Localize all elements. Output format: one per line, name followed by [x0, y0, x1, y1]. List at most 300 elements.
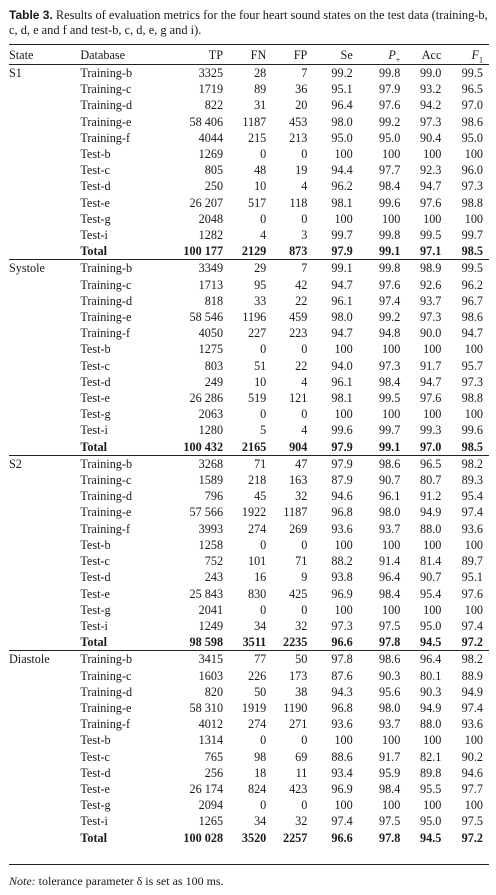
state-cell [9, 211, 80, 227]
f1-cell: 96.7 [461, 293, 483, 308]
fn-cell: 227 [247, 326, 267, 341]
table-row [9, 700, 489, 716]
results-table [9, 46, 489, 846]
fn-cell: 28 [254, 66, 267, 80]
tp-cell: 1265 [198, 814, 224, 829]
tp-cell: 26 174 [189, 781, 224, 796]
tp-cell: 803 [204, 358, 224, 373]
top-rule [9, 44, 489, 45]
table-row [9, 178, 489, 194]
tp-cell: 1589 [198, 473, 224, 488]
f1-cell: 98.2 [441, 651, 489, 668]
database-cell: Test-d [80, 374, 111, 389]
fn-cell: 830 [247, 586, 267, 601]
table-row [9, 684, 489, 700]
database-cell: Training-e [80, 700, 132, 715]
database-cell: Test-e [80, 781, 110, 796]
fp-cell: 0 [301, 211, 308, 226]
acc-cell: 94.9 [420, 505, 442, 520]
se-cell: 99.2 [331, 66, 353, 80]
database-cell: Test-g [80, 407, 111, 422]
fn-cell: 71 [223, 455, 266, 472]
header-acc: Acc [400, 46, 441, 65]
pplus-cell: 98.4 [378, 586, 401, 601]
se-cell: 94.0 [331, 358, 353, 373]
tp-cell: 57 566 [189, 505, 224, 520]
state-cell [9, 341, 80, 357]
acc-cell: 80.7 [420, 473, 442, 488]
f1-cell: 100 [464, 147, 483, 162]
state-cell [9, 309, 80, 325]
se-cell: 96.6 [331, 635, 353, 650]
pplus-cell: 98.0 [378, 700, 401, 715]
table-row [9, 325, 489, 341]
f1-cell: 99.5 [461, 66, 483, 80]
table-row [9, 781, 489, 797]
pplus-cell: 96.4 [378, 570, 401, 585]
database-cell: Training-c [80, 473, 132, 488]
se-cell: 97.8 [307, 651, 352, 668]
table-row [9, 618, 489, 634]
fn-cell: 31 [254, 98, 267, 113]
note-label: Note: [9, 874, 36, 888]
header-tp: TP [167, 46, 223, 65]
se-cell: 100 [334, 798, 353, 813]
f1-cell: 96.2 [461, 277, 483, 292]
database-cell: Test-d [80, 179, 111, 194]
state-cell [9, 162, 80, 178]
fp-cell: 2235 [282, 635, 308, 650]
state-cell [9, 569, 80, 585]
se-cell: 100 [334, 602, 353, 617]
se-cell: 97.9 [331, 244, 353, 259]
fn-cell: 1187 [242, 114, 267, 129]
table-row [9, 765, 489, 781]
table-row [9, 97, 489, 113]
se-cell: 88.6 [331, 749, 353, 764]
fn-cell: 98 [254, 749, 267, 764]
pplus-cell: 97.7 [378, 163, 401, 178]
table-row [9, 293, 489, 309]
database-cell: Training-b [80, 651, 166, 668]
f1-cell: 93.6 [461, 717, 483, 732]
database-cell: Training-d [80, 489, 133, 504]
acc-cell: 94.9 [420, 700, 442, 715]
database-cell: Test-b [80, 537, 111, 552]
database-cell: Test-c [80, 749, 110, 764]
acc-cell: 92.6 [420, 277, 442, 292]
table-row [9, 602, 489, 618]
f1-cell: 97.3 [461, 374, 483, 389]
se-cell: 100 [334, 537, 353, 552]
pplus-cell: 100 [382, 147, 401, 162]
fn-cell: 33 [254, 293, 267, 308]
fn-cell: 1196 [242, 310, 267, 325]
fp-cell: 873 [289, 244, 308, 259]
state-cell: Diastole [9, 651, 80, 668]
se-cell: 98.0 [331, 114, 353, 129]
f1-cell: 88.9 [461, 668, 483, 683]
acc-cell: 82.1 [420, 749, 442, 764]
se-cell: 97.3 [331, 618, 353, 633]
fp-cell: 271 [289, 717, 308, 732]
fp-cell: 7 [301, 66, 308, 80]
fn-cell: 2129 [241, 244, 267, 259]
pplus-cell: 96.1 [378, 489, 401, 504]
database-cell: Training-f [80, 326, 130, 341]
tp-cell: 4044 [198, 130, 224, 145]
table-row [9, 406, 489, 422]
table-row [9, 260, 489, 277]
database-cell: Total [80, 830, 107, 845]
table-row [9, 162, 489, 178]
fn-cell: 48 [254, 163, 267, 178]
fn-cell: 29 [223, 260, 266, 277]
state-cell [9, 586, 80, 602]
pplus-cell: 98.4 [378, 374, 401, 389]
database-cell: Test-i [80, 228, 108, 243]
total-row [9, 439, 489, 456]
f1-cell: 97.2 [461, 830, 483, 845]
tp-cell: 2094 [198, 798, 224, 813]
acc-cell: 97.6 [420, 195, 442, 210]
f1-cell: 97.4 [461, 700, 483, 715]
header-pplus: $P_+$ [353, 46, 401, 65]
fp-cell: 32 [295, 618, 308, 633]
database-cell: Test-i [80, 618, 108, 633]
table-row [9, 553, 489, 569]
acc-cell: 80.1 [420, 668, 442, 683]
state-cell [9, 716, 80, 732]
state-cell [9, 195, 80, 211]
fn-cell: 34 [254, 618, 267, 633]
fn-cell: 16 [254, 570, 267, 585]
table-row [9, 668, 489, 684]
database-cell: Test-d [80, 765, 111, 780]
state-cell [9, 504, 80, 520]
table-row [9, 277, 489, 293]
tp-cell: 805 [204, 163, 224, 178]
pplus-cell: 99.1 [378, 439, 401, 454]
fn-cell: 274 [247, 717, 267, 732]
acc-cell: 100 [423, 537, 442, 552]
pplus-cell: 97.5 [378, 618, 401, 633]
pplus-cell: 100 [382, 537, 401, 552]
database-cell: Training-f [80, 521, 130, 536]
table-row [9, 732, 489, 748]
fp-cell: 32 [295, 489, 308, 504]
f1-cell: 100 [464, 733, 483, 748]
acc-cell: 93.7 [420, 293, 442, 308]
fn-cell: 0 [260, 147, 267, 162]
se-cell: 100 [334, 342, 353, 357]
fn-cell: 0 [260, 342, 267, 357]
tp-cell: 3415 [167, 651, 223, 668]
acc-cell: 97.1 [420, 244, 442, 259]
fp-cell: 19 [295, 163, 308, 178]
database-cell: Test-d [80, 570, 111, 585]
table-row [9, 114, 489, 130]
pplus-cell: 100 [382, 602, 401, 617]
header-f1: $F_1$ [441, 46, 489, 65]
state-cell [9, 277, 80, 293]
bottom-rule [9, 864, 489, 865]
se-cell: 95.0 [331, 130, 353, 145]
pplus-cell: 98.4 [378, 179, 401, 194]
table-body [9, 65, 489, 846]
pplus-cell: 97.4 [378, 293, 401, 308]
total-row [9, 634, 489, 651]
state-cell [9, 830, 80, 846]
fn-cell: 517 [247, 195, 267, 210]
se-cell: 94.3 [331, 684, 353, 699]
fn-cell: 101 [247, 554, 267, 569]
acc-cell: 99.5 [420, 228, 442, 243]
state-cell [9, 668, 80, 684]
table-row [9, 81, 489, 97]
header-state: State [9, 46, 80, 65]
fn-cell: 519 [247, 391, 267, 406]
tp-cell: 818 [204, 293, 224, 308]
tp-cell: 256 [204, 765, 224, 780]
se-cell: 95.1 [331, 82, 353, 97]
database-cell: Training-e [80, 114, 132, 129]
pplus-cell: 99.8 [378, 66, 401, 80]
se-cell: 96.2 [331, 179, 353, 194]
fp-cell: 0 [301, 733, 308, 748]
tp-cell: 3268 [167, 455, 223, 472]
fn-cell: 215 [247, 130, 267, 145]
fn-cell: 77 [223, 651, 266, 668]
fp-cell: 0 [301, 602, 308, 617]
acc-cell: 100 [423, 407, 442, 422]
tp-cell: 3349 [167, 260, 223, 277]
pplus-cell: 98.6 [353, 455, 401, 472]
total-row [9, 243, 489, 260]
database-cell: Training-c [80, 82, 132, 97]
f1-cell: 97.6 [461, 586, 483, 601]
fp-cell: 1187 [283, 505, 308, 520]
acc-cell: 90.0 [420, 326, 442, 341]
database-cell: Training-b [80, 260, 166, 277]
fp-cell: 22 [295, 293, 308, 308]
database-cell: Test-b [80, 342, 111, 357]
fp-cell: 223 [289, 326, 308, 341]
fn-cell: 3520 [241, 830, 267, 845]
table-row [9, 374, 489, 390]
table-row [9, 146, 489, 162]
database-cell: Test-e [80, 586, 110, 601]
pplus-cell: 99.8 [378, 228, 401, 243]
acc-cell: 100 [423, 733, 442, 748]
se-cell: 96.8 [331, 505, 353, 520]
database-cell: Test-b [80, 733, 111, 748]
pplus-cell: 97.3 [378, 358, 401, 373]
fp-cell: 459 [289, 310, 308, 325]
table-row [9, 358, 489, 374]
pplus-cell: 90.3 [378, 668, 401, 683]
state-cell [9, 521, 80, 537]
fn-cell: 4 [260, 228, 267, 243]
note-text: tolerance parameter δ is set as 100 ms. [35, 874, 224, 888]
acc-cell: 90.4 [420, 130, 442, 145]
pplus-cell: 97.8 [378, 635, 401, 650]
fp-cell: 2257 [282, 830, 308, 845]
f1-cell: 90.2 [461, 749, 483, 764]
database-cell: Test-g [80, 798, 111, 813]
f1-cell: 98.2 [441, 455, 489, 472]
acc-cell: 96.5 [400, 455, 441, 472]
pplus-cell: 98.4 [378, 781, 401, 796]
fp-cell: 173 [289, 668, 308, 683]
database-cell: Test-e [80, 195, 110, 210]
f1-cell: 98.5 [461, 439, 483, 454]
acc-cell: 81.4 [420, 554, 442, 569]
table-row [9, 586, 489, 602]
se-cell: 100 [334, 147, 353, 162]
f1-cell: 89.7 [461, 554, 483, 569]
database-cell: Training-d [80, 684, 133, 699]
fn-cell: 18 [254, 765, 267, 780]
fn-cell: 10 [254, 179, 267, 194]
table-label: Table 3. [9, 8, 53, 22]
table-row [9, 569, 489, 585]
fp-cell: 71 [295, 554, 308, 569]
database-cell: Total [80, 439, 107, 454]
fp-cell: 4 [301, 374, 308, 389]
fp-cell: 0 [301, 407, 308, 422]
state-cell [9, 243, 80, 260]
fp-cell: 22 [295, 358, 308, 373]
tp-cell: 1258 [198, 537, 224, 552]
pplus-cell: 98.0 [378, 505, 401, 520]
f1-cell: 100 [464, 342, 483, 357]
table-row [9, 472, 489, 488]
se-cell: 97.9 [307, 455, 352, 472]
state-cell: Systole [9, 260, 80, 277]
f1-cell: 98.6 [461, 114, 483, 129]
tp-cell: 3325 [198, 66, 224, 80]
state-cell [9, 293, 80, 309]
state-cell [9, 81, 80, 97]
acc-cell: 95.4 [420, 586, 442, 601]
se-cell: 98.1 [331, 195, 353, 210]
f1-cell: 95.0 [461, 130, 483, 145]
se-cell: 99.1 [307, 260, 352, 277]
fp-cell: 38 [295, 684, 308, 699]
state-cell [9, 374, 80, 390]
fp-cell: 1190 [283, 700, 308, 715]
tp-cell: 249 [204, 374, 224, 389]
state-cell [9, 553, 80, 569]
pplus-cell: 100 [382, 407, 401, 422]
tp-cell: 243 [204, 570, 224, 585]
state-cell [9, 439, 80, 456]
database-cell: Total [80, 244, 107, 259]
se-cell: 96.8 [331, 700, 353, 715]
fn-cell: 0 [260, 211, 267, 226]
fn-cell: 0 [260, 733, 267, 748]
fn-cell: 34 [254, 814, 267, 829]
se-cell: 88.2 [331, 554, 353, 569]
se-cell: 94.7 [331, 326, 353, 341]
pplus-cell: 97.6 [378, 98, 401, 113]
state-cell [9, 781, 80, 797]
pplus-cell: 94.8 [378, 326, 401, 341]
se-cell: 94.6 [331, 489, 353, 504]
se-cell: 97.9 [331, 439, 353, 454]
se-cell: 99.6 [331, 423, 353, 438]
fn-cell: 3511 [242, 635, 267, 650]
table-row [9, 227, 489, 243]
state-cell: S2 [9, 455, 80, 472]
fp-cell: 163 [289, 473, 308, 488]
acc-cell: 97.3 [420, 114, 442, 129]
state-cell [9, 732, 80, 748]
state-cell [9, 488, 80, 504]
tp-cell: 2063 [198, 407, 224, 422]
tp-cell: 1603 [198, 668, 224, 683]
acc-cell: 100 [423, 602, 442, 617]
table-row [9, 195, 489, 211]
f1-cell: 98.5 [461, 244, 483, 259]
tp-cell: 1282 [198, 228, 224, 243]
state-cell [9, 684, 80, 700]
database-cell: Training-c [80, 668, 132, 683]
f1-cell: 100 [464, 537, 483, 552]
pplus-cell: 100 [382, 798, 401, 813]
fp-cell: 47 [266, 455, 307, 472]
pplus-cell: 90.7 [378, 473, 401, 488]
f1-cell: 97.7 [461, 781, 483, 796]
fn-cell: 1922 [241, 505, 267, 520]
pplus-cell: 97.6 [378, 277, 401, 292]
table-row [9, 65, 489, 82]
f1-cell: 97.3 [461, 179, 483, 194]
pplus-cell: 99.1 [378, 244, 401, 259]
pplus-cell: 91.4 [378, 554, 401, 569]
tp-cell: 1280 [198, 423, 224, 438]
pplus-cell: 100 [382, 733, 401, 748]
pplus-cell: 100 [382, 211, 401, 226]
f1-cell: 95.4 [461, 489, 483, 504]
f1-cell: 98.6 [461, 310, 483, 325]
se-cell: 98.0 [331, 310, 353, 325]
database-cell: Test-g [80, 211, 111, 226]
acc-cell: 94.2 [420, 98, 442, 113]
fn-cell: 274 [247, 521, 267, 536]
acc-cell: 91.2 [420, 489, 442, 504]
pplus-cell: 97.5 [378, 814, 401, 829]
f1-cell: 97.5 [461, 814, 483, 829]
fn-cell: 1919 [241, 700, 267, 715]
state-cell [9, 406, 80, 422]
state-cell [9, 227, 80, 243]
database-cell: Test-i [80, 814, 108, 829]
fp-cell: 0 [301, 342, 308, 357]
acc-cell: 94.7 [420, 179, 442, 194]
acc-cell: 89.8 [420, 765, 442, 780]
state-cell [9, 97, 80, 113]
fp-cell: 69 [295, 749, 308, 764]
f1-cell: 95.1 [461, 570, 483, 585]
fp-cell: 0 [301, 537, 308, 552]
f1-cell: 95.7 [461, 358, 483, 373]
database-cell: Training-b [80, 455, 166, 472]
table-caption [9, 8, 491, 38]
fp-cell: 32 [295, 814, 308, 829]
acc-cell: 94.5 [420, 830, 442, 845]
